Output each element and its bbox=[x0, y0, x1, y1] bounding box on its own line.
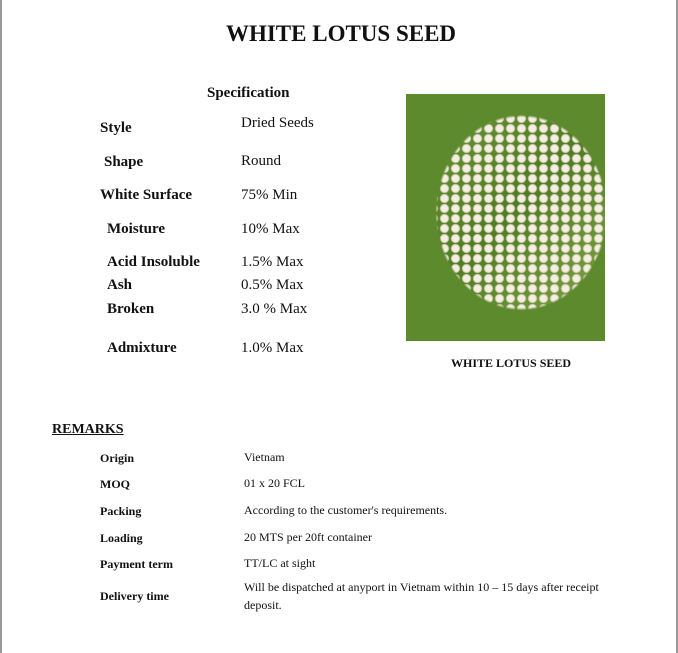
remark-label-delivery-time: Delivery time bbox=[100, 589, 169, 603]
remark-label-loading: Loading bbox=[100, 531, 143, 545]
remark-label-moq: MOQ bbox=[100, 477, 130, 491]
spec-value-admixture: 1.0% Max bbox=[241, 340, 304, 356]
lotus-seed-photo bbox=[406, 94, 605, 341]
remark-value-payment-term: TT/LC at sight bbox=[244, 556, 316, 570]
remark-value-delivery-time: Will be dispatched at anyport in Vietnam within 10 – 15 days after receipt deposit. bbox=[244, 580, 599, 612]
remarks-heading: REMARKS bbox=[52, 422, 124, 437]
remark-value-origin: Vietnam bbox=[244, 450, 285, 464]
spec-label-broken: Broken bbox=[107, 301, 155, 317]
spec-value-white-surface: 75% Min bbox=[241, 187, 298, 203]
remark-label-payment-term: Payment term bbox=[100, 557, 173, 571]
spec-value-broken: 3.0 % Max bbox=[241, 301, 308, 317]
specification-heading: Specification bbox=[207, 85, 290, 101]
remark-label-packing: Packing bbox=[100, 504, 142, 518]
spec-label-acid-insoluble: Acid Insoluble bbox=[107, 254, 200, 270]
remark-value-packing: According to the customer's requirements. bbox=[244, 503, 448, 517]
spec-value-moisture: 10% Max bbox=[241, 221, 300, 237]
remark-value-moq: 01 x 20 FCL bbox=[244, 476, 306, 490]
spec-value-ash: 0.5% Max bbox=[241, 277, 304, 293]
spec-value-acid-insoluble: 1.5% Max bbox=[241, 254, 304, 270]
spec-label-white-surface: White Surface bbox=[100, 187, 193, 203]
page-title: WHITE LOTUS SEED bbox=[225, 21, 457, 46]
spec-label-shape: Shape bbox=[104, 154, 144, 170]
remark-label-origin: Origin bbox=[100, 451, 135, 465]
photo-caption: WHITE LOTUS SEED bbox=[451, 356, 572, 370]
spec-value-style: Dried Seeds bbox=[241, 115, 314, 131]
spec-label-admixture: Admixture bbox=[107, 340, 177, 356]
remark-value-loading: 20 MTS per 20ft container bbox=[244, 530, 372, 544]
spec-label-ash: Ash bbox=[107, 277, 133, 293]
spec-label-style: Style bbox=[100, 120, 132, 136]
spec-label-moisture: Moisture bbox=[107, 221, 166, 237]
spec-value-shape: Round bbox=[241, 153, 282, 169]
